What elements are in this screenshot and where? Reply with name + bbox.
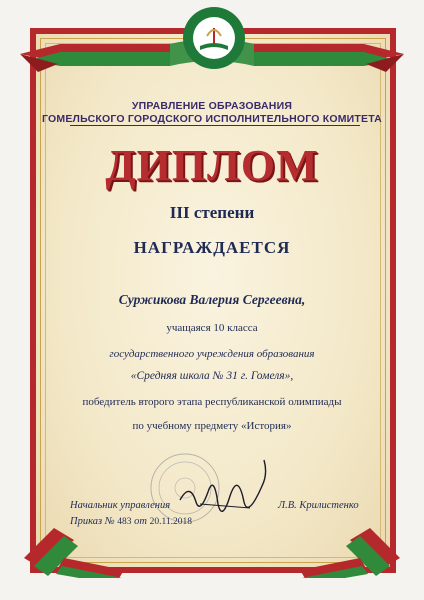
order-from: от [134,516,147,527]
degree-text: III степени [169,203,255,222]
order-line [70,516,192,527]
order-number: 483 [117,517,132,527]
signer-name: Л.В. Крилистенко [278,500,359,511]
org-name-line2: ГОМЕЛЬСКОГО ГОРОДСКОГО ИСПОЛНИТЕЛЬНОГО КОМИТЕТА [42,113,382,125]
awarded-heading: НАГРАЖДАЕТСЯ [133,238,291,257]
detail-school-name: «Средняя школа № 31 г. Гомеля», [130,370,294,382]
org-underline [70,125,360,126]
detail-class: учащаяся 10 класса [166,322,258,334]
chief-label: Начальник управления [70,500,171,511]
order-label: Приказ № [70,516,115,527]
org-name-line1: УПРАВЛЕНИЕ ОБРАЗОВАНИЯ [131,100,293,112]
order-date: 20.11.2018 [149,517,192,527]
detail-subject: по учебному предмету «История» [132,420,292,432]
detail-institution-type: государственного учреждения образования [109,348,315,360]
recipient-name: Суржикова Валерия Сергеевна, [118,292,306,307]
diploma-title: ДИПЛОМ [105,141,319,190]
detail-achievement: победитель второго этапа республиканской олимпиады [82,396,342,408]
emblem-logo [182,6,246,70]
